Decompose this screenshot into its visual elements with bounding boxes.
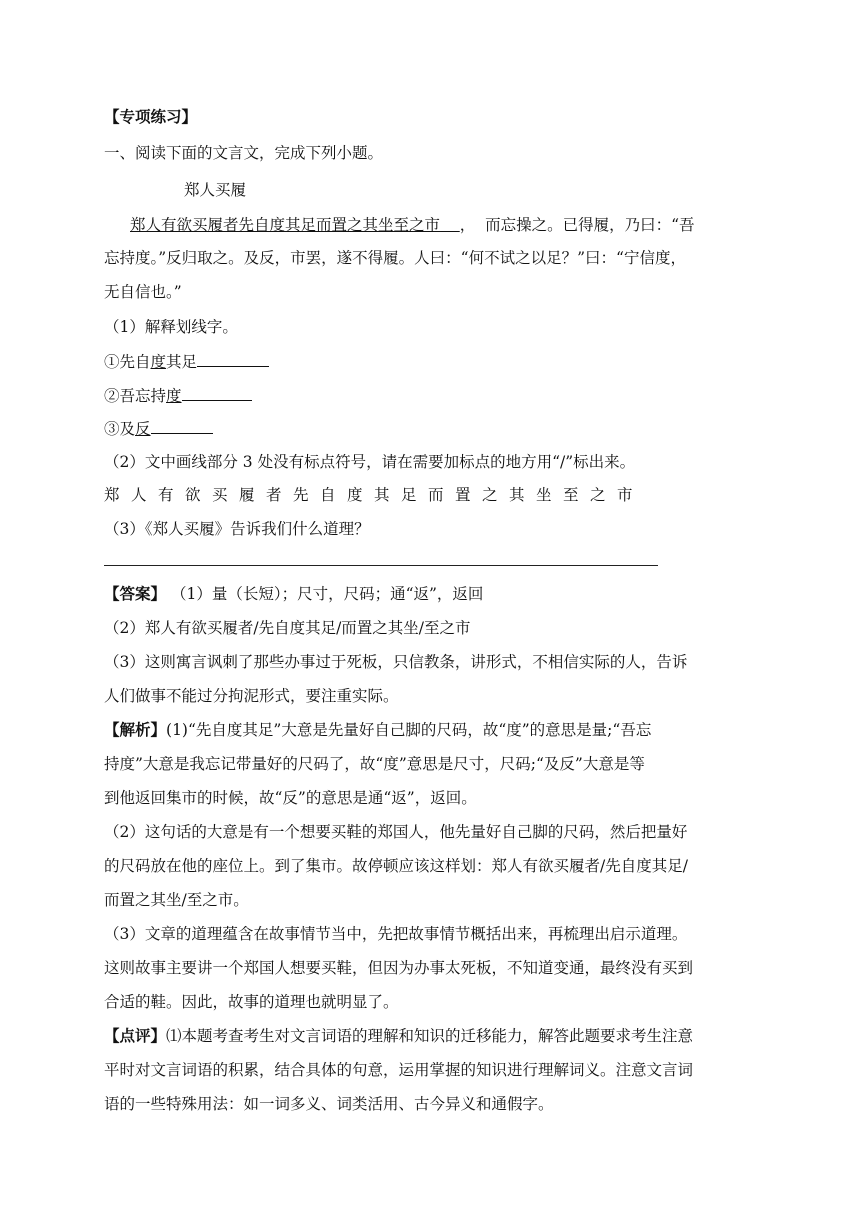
analysis-line-5: 的尺码放在他的座位上。到了集市。故停顿应该这样划：郑人有欲买履者/先自度其足/	[104, 857, 688, 875]
answer-line-4: 人们做事不能过分拘泥形式，要注重实际。	[104, 687, 399, 705]
q3-prompt: （3）《郑人买履》告诉我们什么道理？	[104, 520, 370, 538]
analysis-line-2: 持度”大意是我忘记带量好的尺码了，故“度”意思是尺寸，尺码;“及反”大意是等	[104, 755, 645, 773]
passage-underlined: 郑人有欲买履者先自度其足而置之其坐至之市	[130, 216, 441, 234]
answer-line-1: 【答案】 （1）量（长短）；尺寸，尺码；通“返”，返回	[104, 584, 484, 603]
analysis-line-4: （2）这句话的大意是有一个想要买鞋的郑国人，他先量好自己脚的尺码，然后把量好	[104, 823, 688, 841]
answer-blank[interactable]	[182, 385, 252, 401]
answer-blank[interactable]	[197, 351, 269, 367]
answer-rule	[104, 565, 658, 566]
passage-line-2: 忘持度。”反归取之。及反，市罢，遂不得履。人曰：“何不试之以足？”曰：“宁信度，	[104, 249, 686, 267]
answer-line-2: （2）郑人有欲买履者/先自度其足/而置之其坐/至之市	[104, 619, 471, 637]
section-heading: 【专项练习】	[104, 107, 198, 126]
comment-line-3: 语的一些特殊用法：如一词多义、词类活用、古今异义和通假字。	[104, 1095, 554, 1113]
analysis-line-7: （3）文章的道理蕴含在故事情节当中，先把故事情节概括出来，再梳理出启示道理。	[104, 925, 688, 943]
q2-prompt: （2）文中画线部分 3 处没有标点符号，请在需要加标点的地方用“/”标出来。	[104, 453, 636, 471]
analysis-line-1: 【解析】(1)“先自度其足”大意是先量好自己脚的尺码，故“度”的意思是量;“吾忘	[104, 720, 652, 739]
q1-item-1: ①先自度其足	[104, 351, 269, 372]
q1-item-3: ③及反	[104, 418, 213, 439]
answer-blank[interactable]	[151, 418, 213, 434]
passage-rest: 而忘操之。已得履，乃曰：“吾	[485, 216, 695, 234]
passage-title: 郑人买履	[184, 181, 247, 199]
analysis-line-6: 而置之其坐/至之市。	[104, 891, 249, 909]
analysis-line-8: 这则故事主要讲一个郑国人想要买鞋，但因为办事太死板，不知道变通，最终没有买到	[104, 959, 694, 977]
analysis-line-9: 合适的鞋。因此，故事的道理也就明显了。	[104, 993, 399, 1011]
q1-prompt: （1）解释划线字。	[104, 318, 238, 336]
passage-line-3: 无自信也。”	[104, 283, 182, 301]
comment-line-2: 平时对文言词语的积累，结合具体的句意，运用掌握的知识进行理解词义。注意文言词	[104, 1061, 694, 1079]
comment-line-1: 【点评】⑴本题考查考生对文言词语的理解和知识的迁移能力，解答此题要求考生注意	[104, 1026, 694, 1045]
passage-line-1: 郑人有欲买履者先自度其足而置之其坐至之市 ， 而忘操之。已得履，乃曰：“吾	[130, 216, 695, 234]
analysis-line-3: 到他返回集市的时候，故“反”的意思是通“返”，返回。	[104, 789, 477, 807]
intro-line: 一、阅读下面的文言文，完成下列小题。	[104, 144, 384, 162]
q1-item-2: ②吾忘持度	[104, 385, 252, 406]
answer-line-3: （3）这则寓言讽刺了那些办事过于死板，只信教条，讲形式，不相信实际的人，告诉	[104, 653, 688, 671]
q2-text: 郑人有欲买履者先自度其足而置之其坐至之市	[104, 486, 645, 504]
